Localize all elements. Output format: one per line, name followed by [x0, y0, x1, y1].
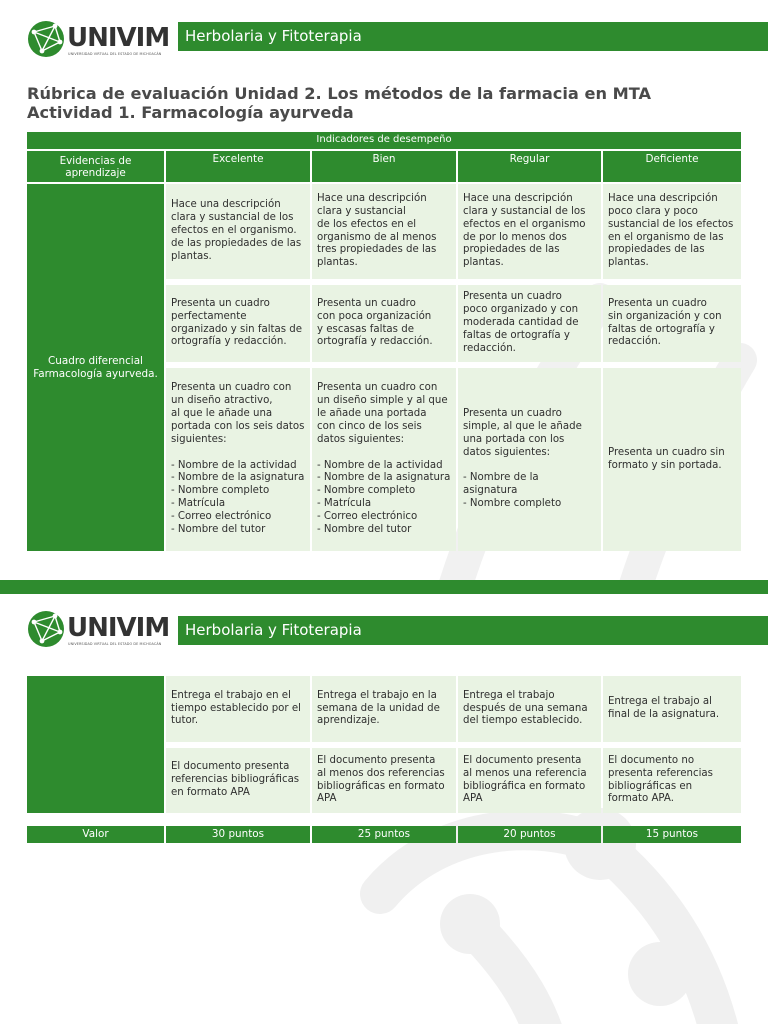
- globe-icon: [27, 20, 65, 58]
- rubric-cell-r1-excelente: Hace una descripción clara y sustancial de los efectos en el organismo. de las propiedades de las plantas.: [166, 184, 310, 279]
- value-row-label: Valor: [27, 826, 164, 843]
- univim-logo: [27, 20, 170, 66]
- points-excelente: 30 puntos: [166, 826, 310, 843]
- column-header-regular: Regular: [458, 151, 601, 182]
- document-title-line-1: Rúbrica de evaluación Unidad 2. Los métodos de la farmacia en MTA: [27, 84, 652, 103]
- rubric-cell-r5-regular: El documento presenta al menos una referencia bibliográfica en formato APA: [458, 748, 601, 813]
- page-header: [0, 610, 768, 656]
- rubric-cell-r2-excelente: Presenta un cuadro perfectamente organizado y sin faltas de ortografía y redacción.: [166, 285, 310, 362]
- course-title-bar: Herbolaria y Fitoterapia: [178, 22, 768, 51]
- rubric-cell-r4-excelente: Entrega el trabajo en el tiempo establecido por el tutor.: [166, 676, 310, 742]
- document-title: [27, 84, 741, 122]
- points-bien: 25 puntos: [312, 826, 456, 843]
- rubric-cell-r4-regular: Entrega el trabajo después de una semana del tiempo establecido.: [458, 676, 601, 742]
- globe-icon: [27, 610, 65, 648]
- rubric-cell-r3-deficiente: Presenta un cuadro sin formato y sin portada.: [603, 368, 741, 551]
- page-2: [0, 594, 768, 1024]
- rubric-cell-r3-excelente: Presenta un cuadro con un diseño atractivo, al que le añade una portada con los seis datos siguientes: - Nombre de la actividad - Nombre de la asignatura - Nombre completo - Matrícula - Correo electrónico - Nombre del tutor: [166, 368, 310, 551]
- column-header-evidence: Evidencias de aprendizaje: [27, 151, 164, 182]
- rubric-cell-r2-deficiente: Presenta un cuadro sin organización y con faltas de ortografía y redacción.: [603, 285, 741, 362]
- logo-subtitle: UNIVERSIDAD VIRTUAL DEL ESTADO DE MICHOACÁN: [68, 642, 162, 646]
- rubric-cell-r4-bien: Entrega el trabajo en la semana de la unidad de aprendizaje.: [312, 676, 456, 742]
- column-header-excelente: Excelente: [166, 151, 310, 182]
- evidence-label-cell: Cuadro diferencial Farmacología ayurveda.: [27, 184, 164, 551]
- rubric-cell-r4-deficiente: Entrega el trabajo al final de la asignatura.: [603, 676, 741, 742]
- rubric-cell-r3-bien: Presenta un cuadro con un diseño simple y al que le añade una portada con cinco de los seis datos siguientes: - Nombre de la actividad - Nombre de la asignatura - Nombre completo - Matrícula - Correo electrónico - Nombre del tutor: [312, 368, 456, 551]
- course-title-bar: Herbolaria y Fitoterapia: [178, 616, 768, 645]
- logo-wordmark: UNIVIM: [67, 23, 170, 53]
- rubric-cell-r1-bien: Hace una descripción clara y sustancial de los efectos en el organismo de al menos tres propiedades de las plantas.: [312, 184, 456, 279]
- univim-logo: [27, 610, 170, 656]
- rubric-cell-r1-deficiente: Hace una descripción poco clara y poco sustancial de los efectos en el organismo de las propiedades de las plantas.: [603, 184, 741, 279]
- points-regular: 20 puntos: [458, 826, 601, 843]
- evidence-label-cell-continued: [27, 676, 164, 813]
- logo-subtitle: UNIVERSIDAD VIRTUAL DEL ESTADO DE MICHOACÁN: [68, 52, 162, 56]
- rubric-cell-r5-deficiente: El documento no presenta referencias bibliográficas en formato APA.: [603, 748, 741, 813]
- rubric-cell-r1-regular: Hace una descripción clara y sustancial de los efectos en el organismo de por lo menos dos propiedades de las plantas.: [458, 184, 601, 279]
- rubric-cell-r3-regular: Presenta un cuadro simple, al que le añade una portada con los datos siguientes: - Nombre de la asignatura - Nombre completo: [458, 368, 601, 551]
- logo-wordmark: UNIVIM: [67, 613, 170, 643]
- rubric-cell-r2-regular: Presenta un cuadro poco organizado y con moderada cantidad de faltas de ortografía y redacción.: [458, 285, 601, 362]
- column-header-deficiente: Deficiente: [603, 151, 741, 182]
- rubric-cell-r5-bien: El documento presenta al menos dos referencias bibliográficas en formato APA: [312, 748, 456, 813]
- rubric-cell-r5-excelente: El documento presenta referencias bibliográficas en formato APA: [166, 748, 310, 813]
- document-title-line-2: Actividad 1. Farmacología ayurveda: [27, 103, 354, 122]
- points-deficiente: 15 puntos: [603, 826, 741, 843]
- rubric-super-header: Indicadores de desempeño: [27, 132, 741, 149]
- page-separator: [0, 580, 768, 594]
- page-header: [0, 20, 768, 66]
- rubric-cell-r2-bien: Presenta un cuadro con poca organización y escasas faltas de ortografía y redacción.: [312, 285, 456, 362]
- column-header-bien: Bien: [312, 151, 456, 182]
